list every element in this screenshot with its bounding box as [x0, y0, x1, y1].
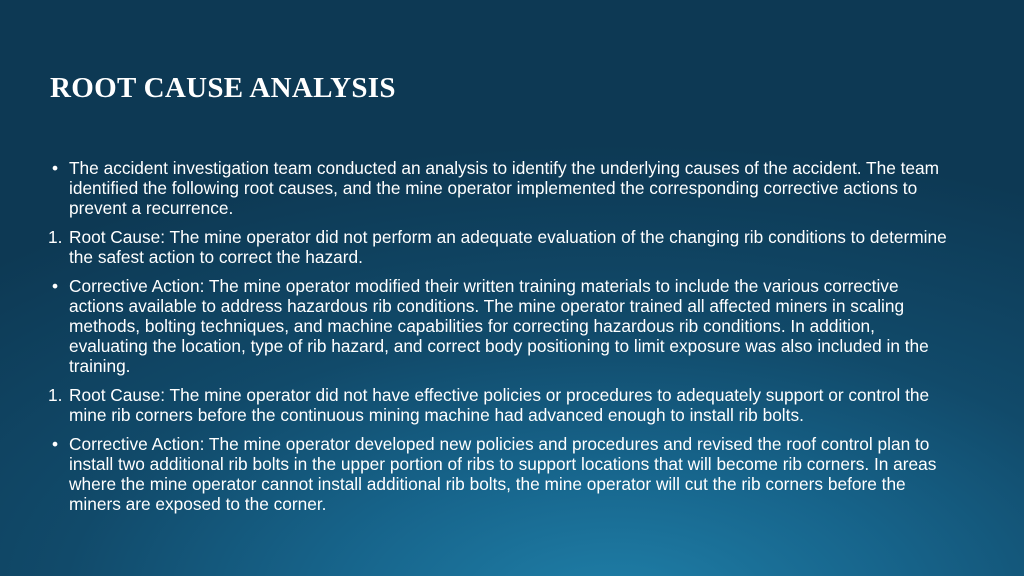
number-marker: 1. — [48, 385, 63, 405]
list-item-corrective-action-1 — [48, 276, 948, 376]
bullet-marker: • — [52, 276, 59, 296]
list-item-text: Root Cause: The mine operator did not have effective policies or procedures to adequately support or control the mine rib corners before the continuous mining machine had advanced enough to install rib bolts. — [69, 385, 930, 425]
number-marker: 1. — [48, 227, 63, 247]
list-item-intro — [48, 158, 948, 218]
list-item-root-cause-1 — [48, 227, 948, 267]
list-item-corrective-action-2 — [48, 434, 948, 514]
list-item-text: Root Cause: The mine operator did not perform an adequate evaluation of the changing rib conditions to determine the safest action to correct the hazard. — [69, 227, 947, 267]
slide-title: ROOT CAUSE ANALYSIS — [50, 72, 396, 104]
list-item-root-cause-2 — [48, 385, 948, 425]
bullet-marker: • — [52, 434, 59, 454]
list-item-text: Corrective Action: The mine operator developed new policies and procedures and revised the roof control plan to install two additional rib bolts in the upper portion of ribs to support locations that will become rib corners. In areas where the mine operator cannot install additional rib bolts, the mine operator will cut the rib corners before the miners are exposed to the corner. — [69, 434, 937, 514]
bullet-marker: • — [52, 158, 59, 178]
list-item-text: Corrective Action: The mine operator modified their written training materials to include the various corrective actions available to address hazardous rib conditions. The mine operator trained all affected miners in scaling methods, bolting techniques, and machine capabilities for correcting hazardous rib conditions. In addition, evaluating the location, type of rib hazard, and correct body positioning to limit exposure was also included in the training. — [69, 276, 929, 376]
list-item-text: The accident investigation team conducted an analysis to identify the underlying causes of the accident. The team identified the following root causes, and the mine operator implemented the corresponding corrective actions to prevent a recurrence. — [69, 158, 940, 218]
slide-content-list — [48, 158, 948, 523]
